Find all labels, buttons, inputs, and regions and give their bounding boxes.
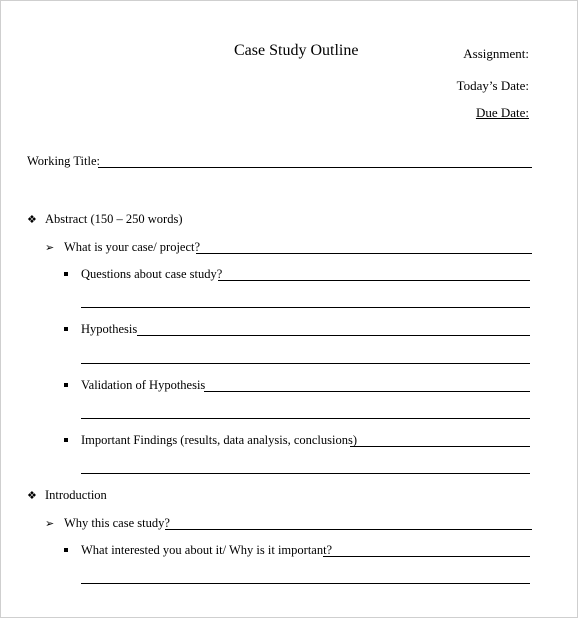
arrow-bullet-icon: ➢ bbox=[45, 242, 55, 254]
abstract-question-line[interactable] bbox=[196, 253, 532, 254]
abstract-item-hypothesis: Hypothesis bbox=[81, 322, 138, 336]
answer-line[interactable] bbox=[81, 418, 530, 419]
answer-line[interactable] bbox=[81, 307, 530, 308]
square-bullet-icon bbox=[64, 383, 68, 387]
diamond-bullet-icon: ❖ bbox=[27, 490, 37, 502]
answer-line[interactable] bbox=[81, 363, 530, 364]
todays-date-label: Today’s Date: bbox=[456, 78, 529, 93]
introduction-item-interest: What interested you about it/ Why is it important? bbox=[81, 543, 333, 557]
square-bullet-icon bbox=[64, 438, 68, 442]
introduction-question-line[interactable] bbox=[165, 529, 532, 530]
introduction-question: Why this case study? bbox=[64, 516, 170, 530]
working-title-label: Working Title: bbox=[27, 154, 100, 168]
abstract-item-questions: Questions about case study? bbox=[81, 267, 223, 281]
arrow-bullet-icon: ➢ bbox=[45, 518, 55, 530]
square-bullet-icon bbox=[64, 272, 68, 276]
answer-line[interactable] bbox=[323, 556, 530, 557]
abstract-item-findings: Important Findings (results, data analysis, conclusions) bbox=[81, 433, 358, 447]
answer-line[interactable] bbox=[350, 446, 530, 447]
page-title: Case Study Outline bbox=[234, 42, 359, 59]
abstract-question: What is your case/ project? bbox=[64, 240, 201, 254]
abstract-item-validation: Validation of Hypothesis bbox=[81, 378, 206, 392]
square-bullet-icon bbox=[64, 327, 68, 331]
abstract-heading: Abstract (150 – 250 words) bbox=[45, 212, 183, 226]
assignment-label: Assignment: bbox=[463, 46, 529, 61]
introduction-heading: Introduction bbox=[45, 488, 107, 502]
answer-line[interactable] bbox=[218, 280, 530, 281]
diamond-bullet-icon: ❖ bbox=[27, 214, 37, 226]
answer-line[interactable] bbox=[137, 335, 530, 336]
answer-line[interactable] bbox=[204, 391, 530, 392]
due-date-label: Due Date: bbox=[475, 105, 529, 120]
answer-line[interactable] bbox=[81, 473, 530, 474]
working-title-line[interactable] bbox=[98, 167, 532, 168]
answer-line[interactable] bbox=[81, 583, 530, 584]
square-bullet-icon bbox=[64, 548, 68, 552]
